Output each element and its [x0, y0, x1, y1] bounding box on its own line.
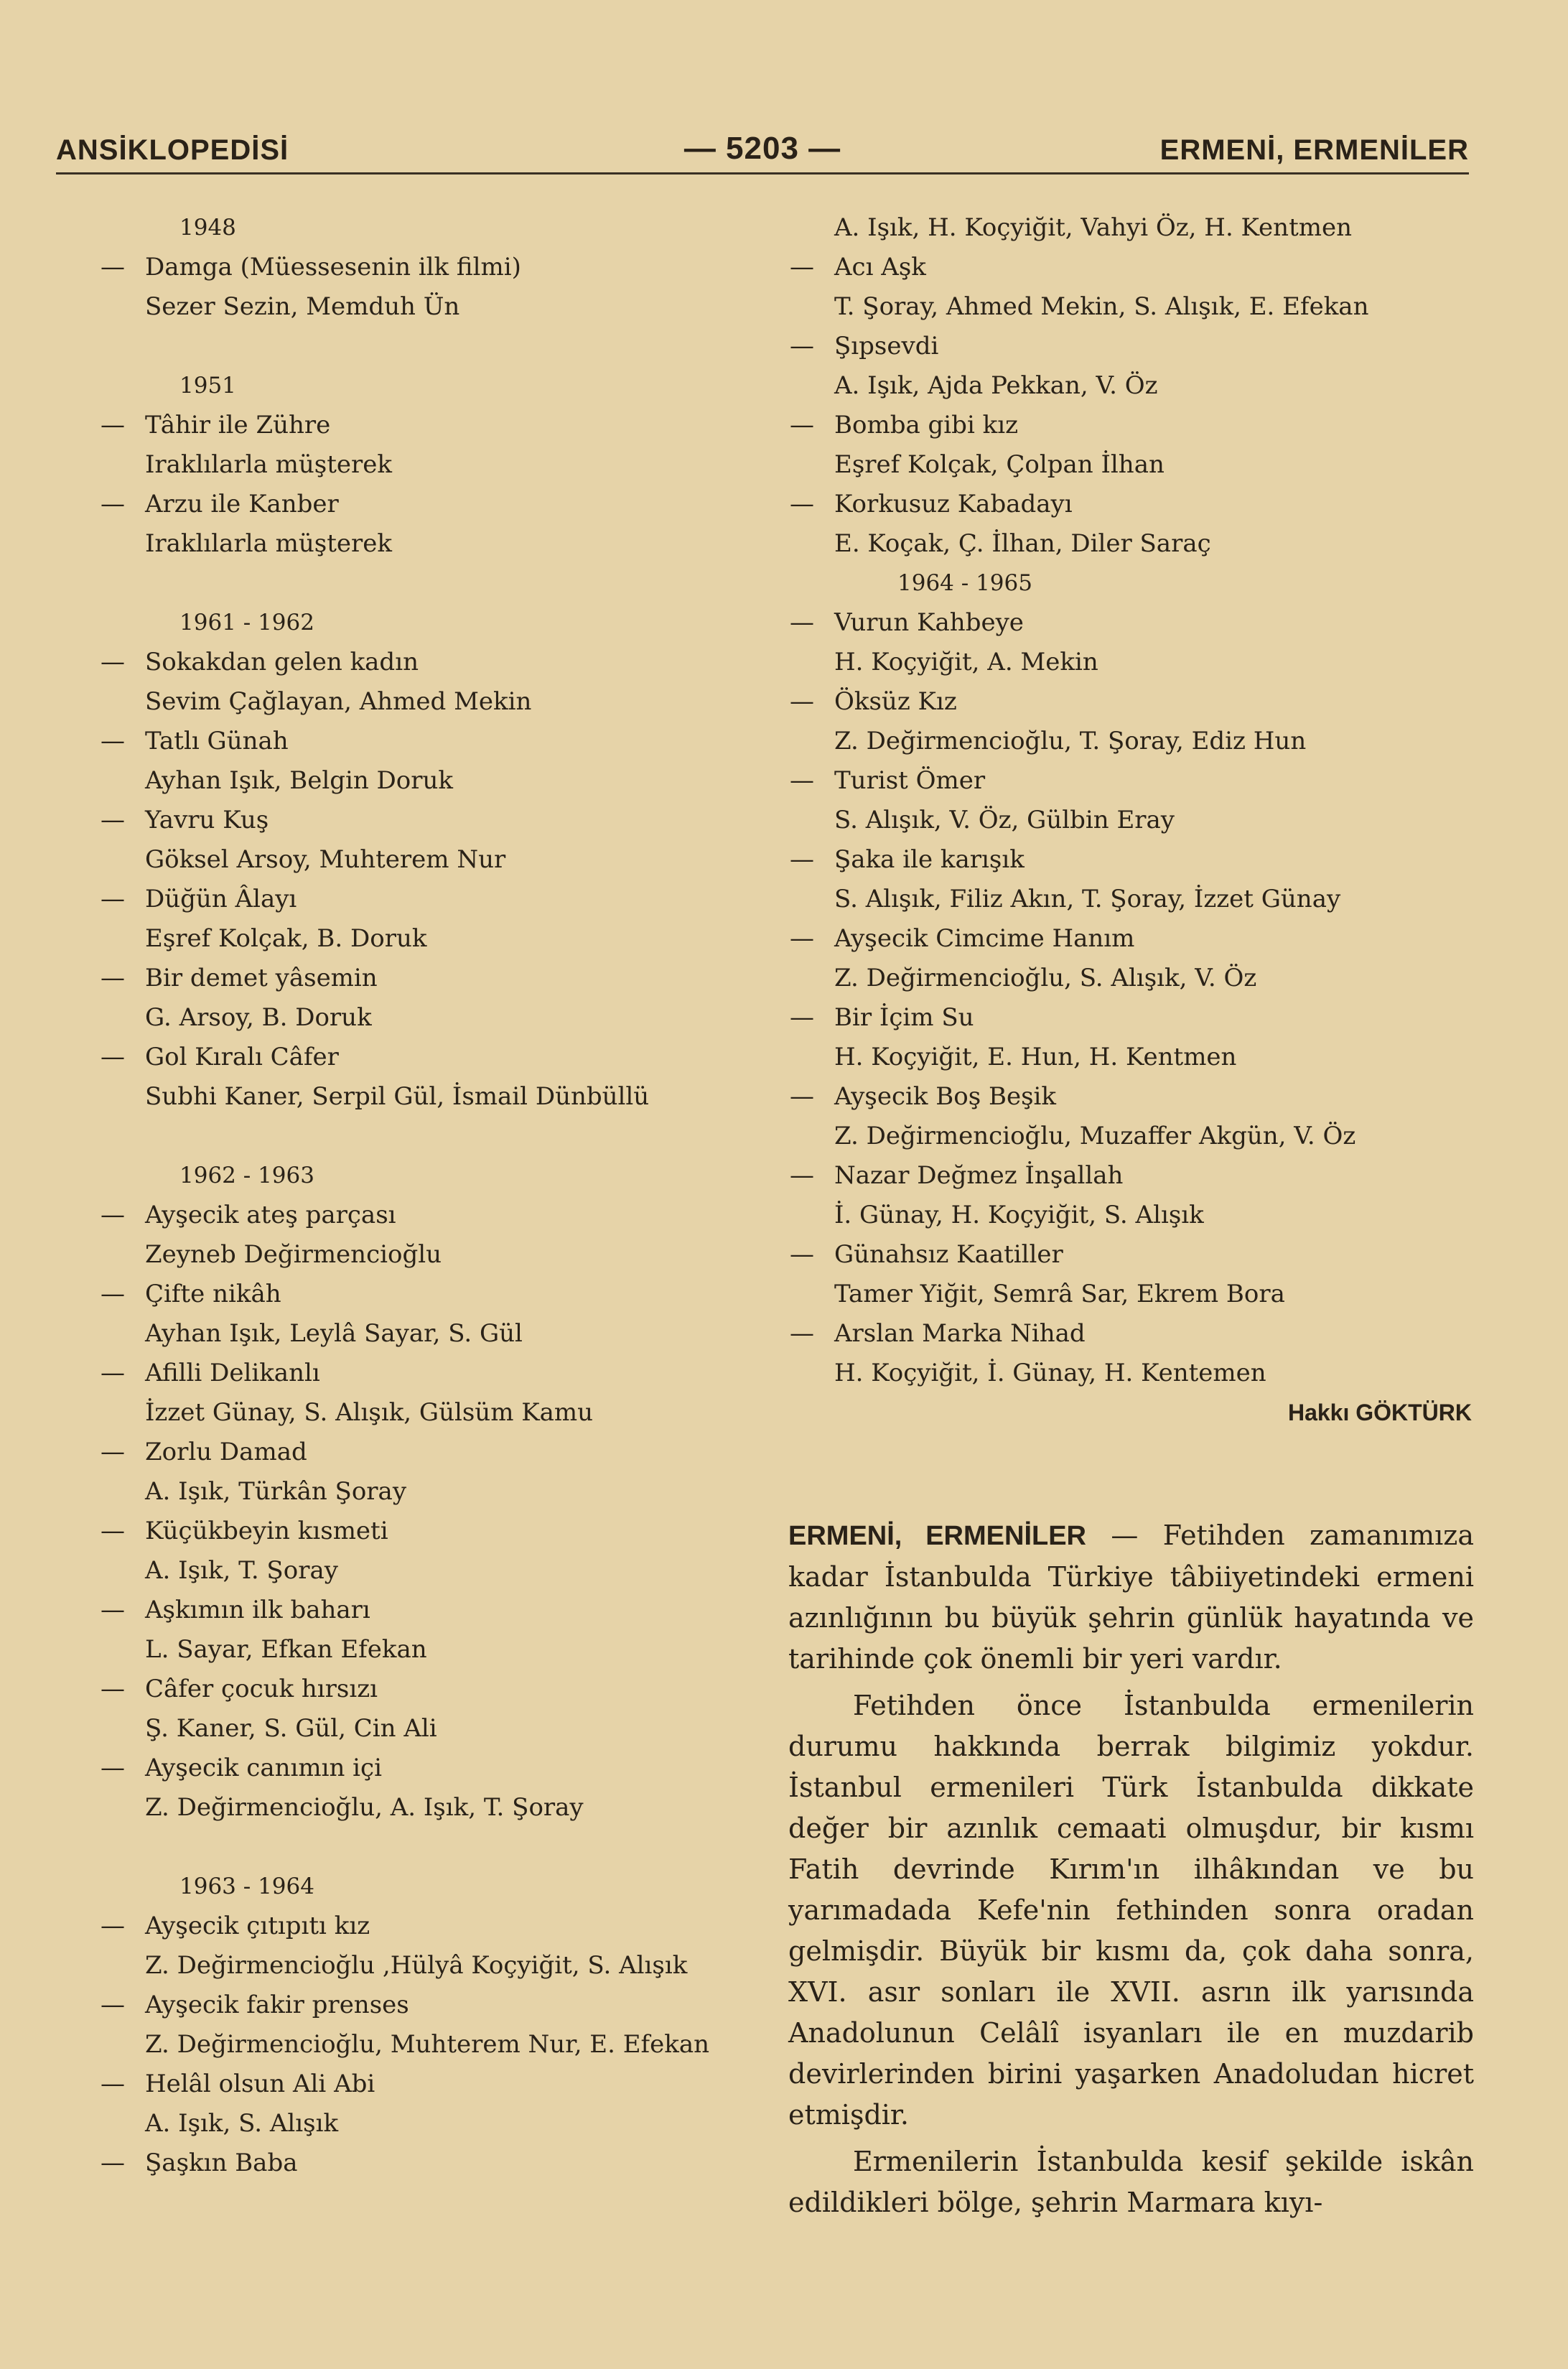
- list-dash: —: [790, 1319, 814, 1348]
- film-title: [101, 643, 761, 682]
- list-dash: —: [101, 490, 125, 518]
- film-title-text: Aşkımın ilk baharı: [145, 1596, 370, 1624]
- film-title: [790, 840, 1479, 880]
- list-dash: —: [790, 845, 814, 874]
- article-p1-text: — Fetihden zamanımıza kadar İstanbulda Türkiye tâbiiyetindeki ermeni azınlığının bu büyük şehrin günlük hayatında ve tarihinde çok önemli bir yeri vardır.: [788, 1519, 1474, 1675]
- film-list-right: [790, 208, 1479, 1433]
- film-title: [790, 406, 1479, 445]
- spacer: [101, 564, 761, 603]
- spacer: [101, 327, 761, 366]
- article-ermeni: [788, 1515, 1474, 2229]
- film-cast: A. Işık, T. Şoray: [145, 1556, 338, 1585]
- film-cast: Z. Değirmencioğlu ,Hülyâ Koçyiğit, S. Alışık: [145, 1951, 688, 1980]
- list-dash: —: [790, 490, 814, 518]
- film-title-text: Damga (Müessesenin ilk filmi): [145, 253, 521, 281]
- article-paragraph-3: Ermenilerin İstanbulda kesif şekilde iskân edildikleri bölge, şehrin Marmara kıyı-: [788, 2146, 1474, 2218]
- header-left: ANSİKLOPEDİSİ: [56, 134, 289, 166]
- film-title: [101, 1670, 761, 1709]
- film-cast: Iraklılarla müşterek: [145, 529, 393, 558]
- film-title: [101, 1354, 761, 1393]
- film-cast: S. Alışık, Filiz Akın, T. Şoray, İzzet Günay: [834, 885, 1341, 913]
- list-dash: —: [101, 1043, 125, 1071]
- film-title-text: Ayşecik Cimcime Hanım: [834, 924, 1135, 953]
- film-cast: Göksel Arsoy, Muhterem Nur: [145, 845, 506, 874]
- film-title: [101, 1433, 761, 1472]
- film-title: [101, 248, 761, 287]
- film-cast: Ayhan Işık, Belgin Doruk: [145, 766, 454, 795]
- film-cast: H. Koçyiğit, A. Mekin: [834, 648, 1098, 676]
- list-dash: —: [101, 964, 125, 992]
- film-cast: Z. Değirmencioğlu, Muzaffer Akgün, V. Öz: [834, 1122, 1356, 1150]
- film-title: [790, 1235, 1479, 1275]
- film-title: [101, 1038, 761, 1077]
- article-paragraph-2: Fetihden önce İstanbulda ermenilerin durumu hakkında berrak bilgimiz yokdur. İstanbul ermenileri Türk İstanbulda dikkate değer bir azınlık cemaati olmuşdur, bir kısmı Fatih devrinde Kırım'ın ilhâkından ve bu yarımadada Kefe'nin fethinden sonra oradan gelmişdir. Büyük bir kısmı da, çok daha sonra, XVI. asır sonları ile XVII. asrın ilk yarısında Anadolunun Celâlî isyanları ile en muzdarib devirlerinden birini yaşarken Anadoludan hicret etmişdir.: [788, 1690, 1474, 2131]
- list-dash: —: [101, 648, 125, 676]
- film-title-text: Çifte nikâh: [145, 1280, 281, 1308]
- film-title: [101, 1591, 761, 1630]
- film-title-text: Günahsız Kaatiller: [834, 1240, 1063, 1269]
- film-title-text: Vurun Kahbeye: [834, 608, 1024, 637]
- film-title: [101, 801, 761, 840]
- film-title-text: Tatlı Günah: [145, 727, 289, 755]
- year-heading: 1948: [179, 215, 236, 241]
- film-title: [790, 485, 1479, 524]
- film-title-text: Ayşecik canımın içi: [145, 1754, 382, 1782]
- film-title-text: Arzu ile Kanber: [145, 490, 339, 518]
- film-title: [790, 1314, 1479, 1354]
- film-title-text: Sokakdan gelen kadın: [145, 648, 419, 676]
- film-cast: Tamer Yiğit, Semrâ Sar, Ekrem Bora: [834, 1280, 1285, 1308]
- list-dash: —: [101, 885, 125, 913]
- list-dash: —: [101, 1991, 125, 2019]
- page-header: [56, 108, 1469, 174]
- film-cast: Iraklılarla müşterek: [145, 450, 393, 479]
- article-paragraph-1: [788, 1515, 1474, 1680]
- film-title-text: Korkusuz Kabadayı: [834, 490, 1073, 518]
- spacer: [101, 1828, 761, 1867]
- list-dash: —: [101, 2149, 125, 2177]
- film-title: [790, 603, 1479, 643]
- page-number: — 5203 —: [683, 131, 841, 166]
- film-title-text: Bir İçim Su: [834, 1003, 974, 1032]
- film-cast: İ. Günay, H. Koçyiğit, S. Alışık: [834, 1201, 1204, 1229]
- header-right: ERMENİ, ERMENİLER: [1159, 134, 1469, 166]
- film-title-text: Afilli Delikanlı: [145, 1359, 320, 1387]
- list-dash: —: [790, 766, 814, 795]
- film-title-text: Bomba gibi kız: [834, 411, 1019, 439]
- film-title-text: Arslan Marka Nihad: [834, 1319, 1086, 1348]
- list-dash: —: [101, 2070, 125, 2098]
- list-dash: —: [101, 806, 125, 834]
- list-dash: —: [790, 924, 814, 953]
- film-cast: T. Şoray, Ahmed Mekin, S. Alışık, E. Efekan: [834, 292, 1369, 321]
- film-title: [101, 1749, 761, 1788]
- spacer: [101, 1117, 761, 1156]
- list-dash: —: [101, 411, 125, 439]
- film-cast: Sevim Çağlayan, Ahmed Mekin: [145, 687, 532, 716]
- film-cast: Zeyneb Değirmencioğlu: [145, 1240, 442, 1269]
- film-title: [790, 919, 1479, 959]
- film-title-text: Ayşecik ateş parçası: [145, 1201, 396, 1229]
- film-title: [101, 1196, 761, 1235]
- film-title: [101, 485, 761, 524]
- list-dash: —: [101, 1517, 125, 1545]
- film-title-text: Ayşecik Boş Beşik: [834, 1082, 1057, 1111]
- list-dash: —: [790, 1082, 814, 1111]
- list-dash: —: [790, 253, 814, 281]
- film-title-text: Câfer çocuk hırsızı: [145, 1675, 378, 1703]
- film-title-text: Yavru Kuş: [145, 806, 269, 834]
- film-title: [101, 1986, 761, 2025]
- film-cast: Z. Değirmencioğlu, Muhterem Nur, E. Efekan: [145, 2030, 710, 2059]
- list-dash: —: [101, 1359, 125, 1387]
- list-dash: —: [790, 608, 814, 637]
- film-title: [101, 406, 761, 445]
- film-title-text: Acı Aşk: [834, 253, 926, 281]
- film-cast: Subhi Kaner, Serpil Gül, İsmail Dünbüllü: [145, 1082, 650, 1111]
- film-cast: G. Arsoy, B. Doruk: [145, 1003, 372, 1032]
- year-heading: 1964 - 1965: [897, 570, 1032, 596]
- film-cast: H. Koçyiğit, İ. Günay, H. Kentemen: [834, 1359, 1266, 1387]
- film-title: [790, 248, 1479, 287]
- list-dash: —: [790, 1161, 814, 1190]
- film-cast: E. Koçak, Ç. İlhan, Diler Saraç: [834, 529, 1211, 558]
- film-title-text: Düğün Âlayı: [145, 885, 297, 913]
- film-title: [101, 1512, 761, 1551]
- list-dash: —: [790, 1240, 814, 1269]
- film-title-text: Şaşkın Baba: [145, 2149, 298, 2177]
- film-title: [101, 722, 761, 761]
- film-title-text: Ayşecik fakir prenses: [145, 1991, 409, 2019]
- year-heading: 1951: [179, 373, 236, 399]
- film-list-left: [101, 208, 761, 2183]
- list-dash: —: [101, 1675, 125, 1703]
- film-title: [101, 880, 761, 919]
- list-dash: —: [101, 727, 125, 755]
- film-title: [101, 1907, 761, 1946]
- film-title: [101, 959, 761, 998]
- film-title-text: Küçükbeyin kısmeti: [145, 1517, 388, 1545]
- list-dash: —: [790, 1003, 814, 1032]
- list-dash: —: [790, 687, 814, 716]
- film-title: [101, 1275, 761, 1314]
- film-cast: A. Işık, H. Koçyiğit, Vahyi Öz, H. Kentmen: [834, 213, 1352, 242]
- article-lead: ERMENİ, ERMENİLER: [788, 1521, 1086, 1551]
- film-cast: İzzet Günay, S. Alışık, Gülsüm Kamu: [145, 1398, 594, 1427]
- list-dash: —: [101, 1280, 125, 1308]
- year-heading: 1961 - 1962: [179, 610, 314, 636]
- film-cast: Z. Değirmencioğlu, A. Işık, T. Şoray: [145, 1793, 584, 1822]
- author-signature: Hakkı GÖKTÜRK: [1287, 1400, 1472, 1425]
- film-title-text: Ayşecik çıtıpıtı kız: [145, 1912, 370, 1940]
- film-title: [790, 327, 1479, 366]
- film-title-text: Tâhir ile Zühre: [145, 411, 331, 439]
- film-cast: Sezer Sezin, Memduh Ün: [145, 292, 460, 321]
- film-cast: Eşref Kolçak, B. Doruk: [145, 924, 427, 953]
- film-title-text: Gol Kıralı Câfer: [145, 1043, 339, 1071]
- film-cast: A. Işık, S. Alışık: [145, 2109, 339, 2138]
- film-title-text: Turist Ömer: [834, 766, 986, 795]
- film-title-text: Zorlu Damad: [145, 1438, 307, 1466]
- film-cast: A. Işık, Ajda Pekkan, V. Öz: [834, 371, 1158, 400]
- film-title-text: Öksüz Kız: [834, 687, 957, 716]
- list-dash: —: [101, 1754, 125, 1782]
- film-title: [790, 761, 1479, 801]
- film-cast: Z. Değirmencioğlu, T. Şoray, Ediz Hun: [834, 727, 1307, 755]
- list-dash: —: [790, 411, 814, 439]
- film-cast: Eşref Kolçak, Çolpan İlhan: [834, 450, 1165, 479]
- film-title-text: Nazar Değmez İnşallah: [834, 1161, 1124, 1190]
- film-title-text: Helâl olsun Ali Abi: [145, 2070, 375, 2098]
- film-cast: S. Alışık, V. Öz, Gülbin Eray: [834, 806, 1175, 834]
- list-dash: —: [101, 1438, 125, 1466]
- list-dash: —: [101, 1912, 125, 1940]
- film-cast: Z. Değirmencioğlu, S. Alışık, V. Öz: [834, 964, 1257, 992]
- list-dash: —: [790, 332, 814, 360]
- film-cast: Ş. Kaner, S. Gül, Cin Ali: [145, 1714, 437, 1743]
- film-title: [101, 2065, 761, 2104]
- year-heading: 1963 - 1964: [179, 1874, 314, 1899]
- film-title-text: Şaka ile karışık: [834, 845, 1025, 874]
- list-dash: —: [101, 1596, 125, 1624]
- film-title: [101, 2144, 761, 2183]
- film-cast: H. Koçyiğit, E. Hun, H. Kentmen: [834, 1043, 1237, 1071]
- film-cast: L. Sayar, Efkan Efekan: [145, 1635, 427, 1664]
- film-cast: Ayhan Işık, Leylâ Sayar, S. Gül: [145, 1319, 523, 1348]
- film-title: [790, 1077, 1479, 1117]
- year-heading: 1962 - 1963: [179, 1163, 314, 1188]
- film-title-text: Şıpsevdi: [834, 332, 939, 360]
- film-title: [790, 1156, 1479, 1196]
- list-dash: —: [101, 253, 125, 281]
- film-title: [790, 682, 1479, 722]
- film-title-text: Bir demet yâsemin: [145, 964, 378, 992]
- list-dash: —: [101, 1201, 125, 1229]
- film-title: [790, 998, 1479, 1038]
- film-cast: A. Işık, Türkân Şoray: [145, 1477, 407, 1506]
